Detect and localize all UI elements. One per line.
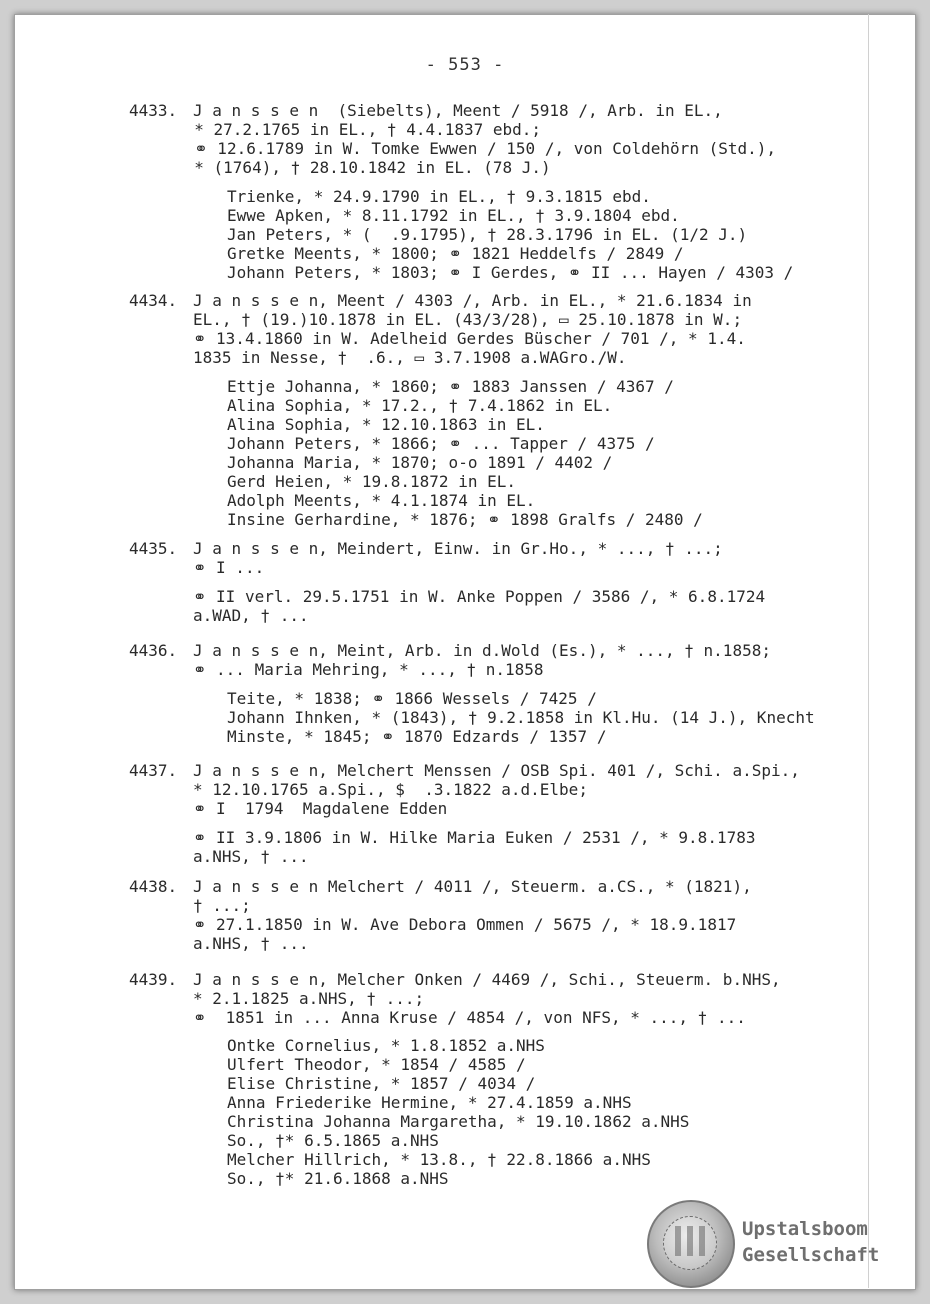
entry-head-line: * (1764), † 28.10.1842 in EL. (78 J.) [175, 158, 551, 177]
entry-head-line: 1835 in Nesse, † .6., ▭ 3.7.1908 a.WAGro./W. [193, 348, 627, 367]
brand-line-2: Gesellschaft [742, 1244, 880, 1266]
child-line: Johann Peters, * 1803; ⚭ I Gerdes, ⚭ II ... Hayen / 4303 / [227, 263, 794, 282]
child-line: Gerd Heien, * 19.8.1872 in EL. [227, 472, 516, 491]
child-line: Anna Friederike Hermine, * 27.4.1859 a.NHS [227, 1093, 632, 1112]
child-line: Johann Ihnken, * (1843), † 9.2.1858 in Kl.Hu. (14 J.), Knecht [227, 708, 815, 727]
entry-head-line: J a n s s e n, Melcher Onken / 4469 /, Schi., Steuerm. b.NHS, [193, 970, 781, 989]
child-line: Ettje Johanna, * 1860; ⚭ 1883 Janssen / 4367 / [227, 377, 674, 396]
child-line: Johanna Maria, * 1870; o-o 1891 / 4402 / [227, 453, 613, 472]
society-logo-text [742, 1216, 879, 1268]
seal-figures [675, 1226, 705, 1256]
entry-cont-line: a.NHS, † ... [193, 847, 309, 866]
society-seal-icon [647, 1200, 735, 1288]
entry-head-line: ⚭ 13.4.1860 in W. Adelheid Gerdes Büscher / 701 /, * 1.4. [193, 329, 746, 348]
child-line: Melcher Hillrich, * 13.8., † 22.8.1866 a.NHS [227, 1150, 651, 1169]
child-line: Ewwe Apken, * 8.11.1792 in EL., † 3.9.1804 ebd. [227, 206, 680, 225]
document-page [14, 14, 916, 1290]
child-line: Alina Sophia, * 12.10.1863 in EL. [227, 415, 545, 434]
child-line: Ontke Cornelius, * 1.8.1852 a.NHS [227, 1036, 545, 1055]
entry-head-line: J a n s s e n, Meent / 4303 /, Arb. in EL., * 21.6.1834 in [193, 291, 752, 310]
entry-head-line: * 12.10.1765 a.Spi., $ .3.1822 a.d.Elbe; [193, 780, 588, 799]
entry-head-line: J a n s s e n (Siebelts), Meent / 5918 /, Arb. in EL., [193, 101, 723, 120]
entry-head-line: ⚭ I ... [193, 558, 265, 577]
entry-number: 4433. [129, 101, 178, 120]
entry-number: 4437. [129, 761, 178, 780]
child-line: Ulfert Theodor, * 1854 / 4585 / [227, 1055, 526, 1074]
entry-cont-line: ⚭ II 3.9.1806 in W. Hilke Maria Euken / 2531 /, * 9.8.1783 [193, 828, 756, 847]
entry-head-line: * 2.1.1825 a.NHS, † ...; [193, 989, 425, 1008]
entry-head-line: ⚭ 1851 in ... Anna Kruse / 4854 /, von NFS, * ..., † ... [193, 1008, 746, 1027]
child-line: Adolph Meents, * 4.1.1874 in EL. [227, 491, 536, 510]
entry-cont-line: a.WAD, † ... [193, 606, 309, 625]
entry-number: 4439. [129, 970, 178, 989]
entry-head-line: * 27.2.1765 in EL., † 4.4.1837 ebd.; [175, 120, 542, 139]
child-line: Jan Peters, * ( .9.1795), † 28.3.1796 in EL. (1/2 J.) [227, 225, 748, 244]
child-line: Insine Gerhardine, * 1876; ⚭ 1898 Gralfs / 2480 / [227, 510, 703, 529]
child-line: Minste, * 1845; ⚭ 1870 Edzards / 1357 / [227, 727, 607, 746]
page-number: - 553 - [425, 55, 505, 75]
child-line: Johann Peters, * 1866; ⚭ ... Tapper / 4375 / [227, 434, 655, 453]
entry-head-line: J a n s s e n, Melchert Menssen / OSB Spi. 401 /, Schi. a.Spi., [193, 761, 800, 780]
child-line: Alina Sophia, * 17.2., † 7.4.1862 in EL. [227, 396, 613, 415]
child-line: Gretke Meents, * 1800; ⚭ 1821 Heddelfs / 2849 / [227, 244, 684, 263]
entry-number: 4436. [129, 641, 178, 660]
entry-head-line: J a n s s e n, Meindert, Einw. in Gr.Ho., * ..., † ...; [193, 539, 723, 558]
child-line: Trienke, * 24.9.1790 in EL., † 9.3.1815 ebd. [227, 187, 651, 206]
entry-head-line: ⚭ 12.6.1789 in W. Tomke Ewwen / 150 /, von Coldehörn (Std.), [175, 139, 777, 158]
child-line: So., †* 21.6.1868 a.NHS [227, 1169, 449, 1188]
child-line: Christina Johanna Margaretha, * 19.10.1862 a.NHS [227, 1112, 690, 1131]
entry-head-line: J a n s s e n Melchert / 4011 /, Steuerm. a.CS., * (1821), [193, 877, 752, 896]
entry-head-line: a.NHS, † ... [193, 934, 309, 953]
entry-head-line: ⚭ I 1794 Magdalene Edden [193, 799, 448, 818]
entry-number: 4435. [129, 539, 178, 558]
child-line: Elise Christine, * 1857 / 4034 / [227, 1074, 536, 1093]
scan-edge-line [868, 14, 869, 1288]
child-line: So., †* 6.5.1865 a.NHS [227, 1131, 439, 1150]
entry-head-line: † ...; [193, 896, 251, 915]
brand-line-1: Upstalsboom [742, 1218, 868, 1240]
entry-head-line: J a n s s e n, Meint, Arb. in d.Wold (Es.), * ..., † n.1858; [193, 641, 771, 660]
entry-head-line: EL., † (19.)10.1878 in EL. (43/3/28), ▭ 25.10.1878 in W.; [193, 310, 743, 329]
child-line: Teite, * 1838; ⚭ 1866 Wessels / 7425 / [227, 689, 597, 708]
entry-number: 4434. [129, 291, 178, 310]
entry-head-line: ⚭ 27.1.1850 in W. Ave Debora Ommen / 5675 /, * 18.9.1817 [193, 915, 737, 934]
entry-head-line: ⚭ ... Maria Mehring, * ..., † n.1858 [193, 660, 544, 679]
entry-cont-line: ⚭ II verl. 29.5.1751 in W. Anke Poppen / 3586 /, * 6.8.1724 [193, 587, 766, 606]
entry-number: 4438. [129, 877, 178, 896]
